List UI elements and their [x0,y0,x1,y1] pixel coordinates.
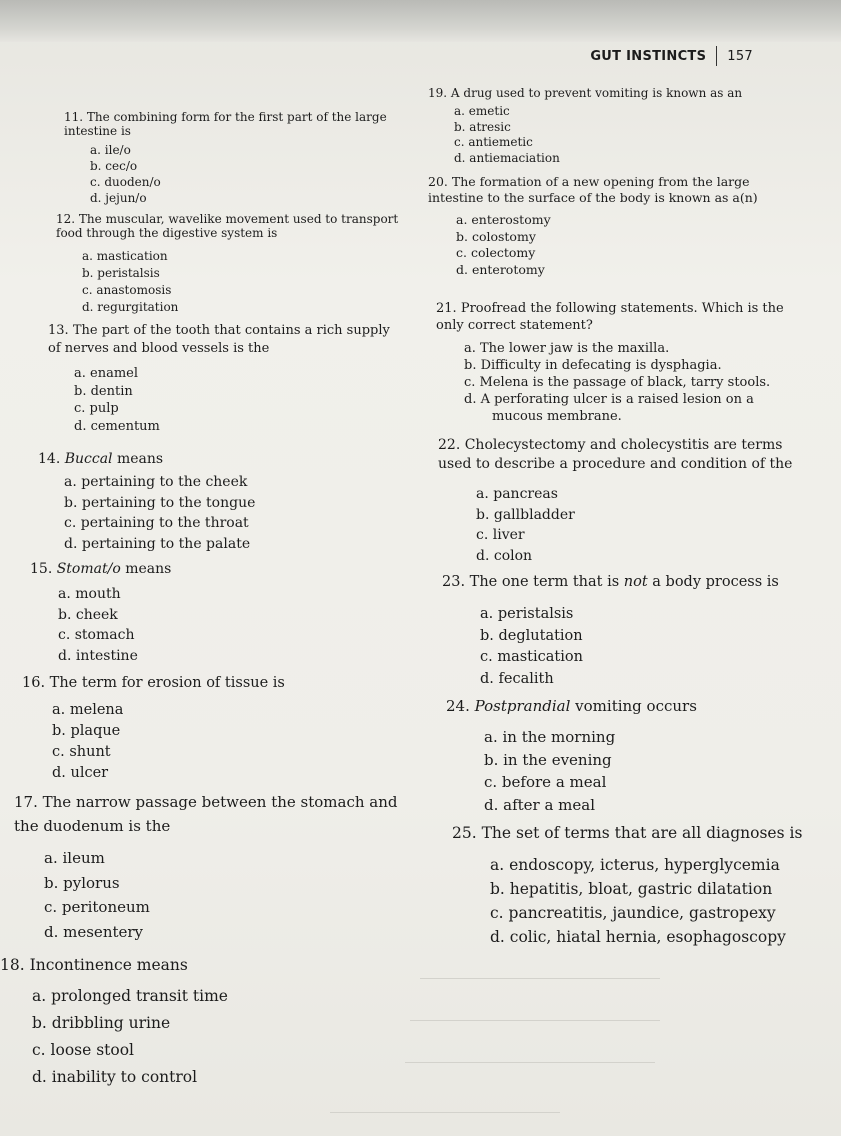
option-c[interactable]: c. pancreatitis, jaundice, gastropexy [490,904,776,922]
option-c[interactable]: c. antiemetic [454,135,533,149]
option-d[interactable]: d. regurgitation [82,300,179,314]
option-a[interactable]: a. The lower jaw is the maxilla. [464,341,670,356]
option-b[interactable]: b. hepatitis, bloat, gastric dilatation [490,880,773,898]
question-13 [48,322,398,435]
option-a[interactable]: a. pancreas [476,486,558,502]
option-c[interactable]: c. anastomosis [82,283,172,297]
bleed-through-line [405,1062,655,1063]
option-c[interactable]: c. mastication [480,649,583,665]
option-b[interactable]: b. plaque [52,723,121,739]
option-c[interactable]: c. colectomy [456,245,536,260]
option-d[interactable]: d. pertaining to the palate [64,535,251,552]
option-d[interactable]: d. inability to control [32,1068,198,1086]
question-22 [438,436,808,566]
option-d[interactable]: d. A perforating ulcer is a raised lesion on a [464,392,754,407]
question-23 [442,572,812,690]
option-d[interactable]: d. fecalith [480,670,554,687]
option-b[interactable]: b. dribbling urine [32,1014,171,1032]
option-b[interactable]: b. Difficulty in defecating is dysphagia. [464,358,722,373]
option-a[interactable]: a. endoscopy, icterus, hyperglycemia [490,856,780,874]
question-19 [428,86,758,166]
option-b[interactable]: b. cec/o [90,159,138,173]
question-stem: 24. Postprandial vomiting occurs [446,697,697,715]
question-24 [446,696,816,816]
option-d[interactable]: d. jejun/o [90,191,147,205]
question-stem: 17. The narrow passage between the stomach and the duodenum is the [14,793,403,835]
option-b[interactable]: b. pylorus [44,873,120,892]
question-stem: 18. Incontinence means [0,956,188,974]
option-b[interactable]: b. gallbladder [476,506,575,523]
question-11 [64,110,404,206]
option-a[interactable]: a. emetic [454,104,510,118]
option-c[interactable]: c. duoden/o [90,175,161,189]
option-b[interactable]: b. dentin [74,383,133,399]
bleed-through-line [420,978,660,979]
question-stem: 11. The combining form for the first part of the large intestine is [64,110,391,138]
option-c[interactable]: c. stomach [58,627,135,643]
option-c[interactable]: c. shunt [52,744,111,760]
bleed-through-line [410,1020,660,1021]
option-b[interactable]: b. pertaining to the tongue [64,494,256,511]
question-stem: 19. A drug used to prevent vomiting is known as an [428,86,743,100]
question-stem: 13. The part of the tooth that contains a rich supply of nerves and blood vessels is the [48,323,395,356]
option-b[interactable]: b. peristalsis [82,266,160,280]
option-b[interactable]: b. atresic [454,119,511,134]
option-d[interactable]: d. intestine [58,647,138,664]
option-a[interactable]: a. melena [52,702,124,718]
page-number: 157 [727,48,753,64]
option-d[interactable]: d. ulcer [52,765,109,781]
option-c[interactable]: c. pertaining to the throat [64,515,249,531]
option-d[interactable]: d. colic, hiatal hernia, esophagoscopy [490,928,786,946]
option-b[interactable]: b. deglutation [480,627,583,644]
question-21 [436,300,786,425]
question-stem: 14. Buccal means [38,451,164,467]
question-16 [22,676,382,784]
option-c[interactable]: c. peritoneum [44,898,150,916]
option-b[interactable]: b. cheek [58,606,118,623]
option-c[interactable]: c. Melena is the passage of black, tarry stools. [464,375,771,390]
chapter-title: GUT INSTINCTS [590,48,707,64]
question-20 [428,174,758,278]
option-c[interactable]: c. before a meal [484,773,607,791]
option-b[interactable]: b. in the evening [484,750,612,769]
question-25 [452,822,832,949]
option-d[interactable]: d. after a meal [484,795,596,814]
option-a[interactable]: a. peristalsis [480,606,574,622]
question-stem: 20. The formation of a new opening from the large intestine to the surface of the body is known as a(n) [428,174,758,205]
option-d[interactable]: d. mesentery [44,922,144,941]
question-stem: 22. Cholecystectomy and cholecystitis are terms used to describe a procedure and condition of the [438,437,793,472]
option-d[interactable]: d. enterotomy [456,261,545,277]
question-stem: 23. The one term that is not a body process is [442,574,779,590]
question-15 [30,562,390,666]
question-stem: 16. The term for erosion of tissue is [22,675,285,691]
question-17 [14,790,414,944]
option-a[interactable]: a. mastication [82,249,168,263]
option-d[interactable]: d. colon [476,547,533,564]
question-stem: 15. Stomat/o means [30,561,172,577]
option-a[interactable]: a. enamel [74,366,139,381]
option-a[interactable]: a. enterostomy [456,212,551,227]
option-a[interactable]: a. in the morning [484,728,616,746]
question-stem: 21. Proofread the following statements. Which is the only correct statement? [436,301,788,333]
question-12 [56,212,406,316]
option-c[interactable]: c. loose stool [32,1041,135,1059]
option-a[interactable]: a. pertaining to the cheek [64,474,248,490]
option-d[interactable]: d. cementum [74,418,160,434]
bleed-through-line [330,1112,560,1113]
option-c[interactable]: c. liver [476,527,525,543]
question-stem: 25. The set of terms that are all diagnoses is [452,824,803,842]
page-top-edge [0,0,841,42]
option-c[interactable]: c. pulp [74,401,119,416]
page-header [590,46,753,66]
question-stem: 12. The muscular, wavelike movement used to transport food through the digestive system is [56,212,403,240]
option-a[interactable]: a. mouth [58,586,121,602]
option-a[interactable]: a. ile/o [90,143,131,157]
option-b[interactable]: b. colostomy [456,228,536,244]
option-a[interactable]: a. prolonged transit time [32,987,228,1005]
header-divider [716,46,717,66]
question-18 [0,958,400,1091]
option-d[interactable]: d. antiemaciation [454,150,560,165]
option-a[interactable]: a. ileum [44,849,105,867]
question-14 [38,452,398,554]
option-d-continuation: mucous membrane. [492,409,622,424]
